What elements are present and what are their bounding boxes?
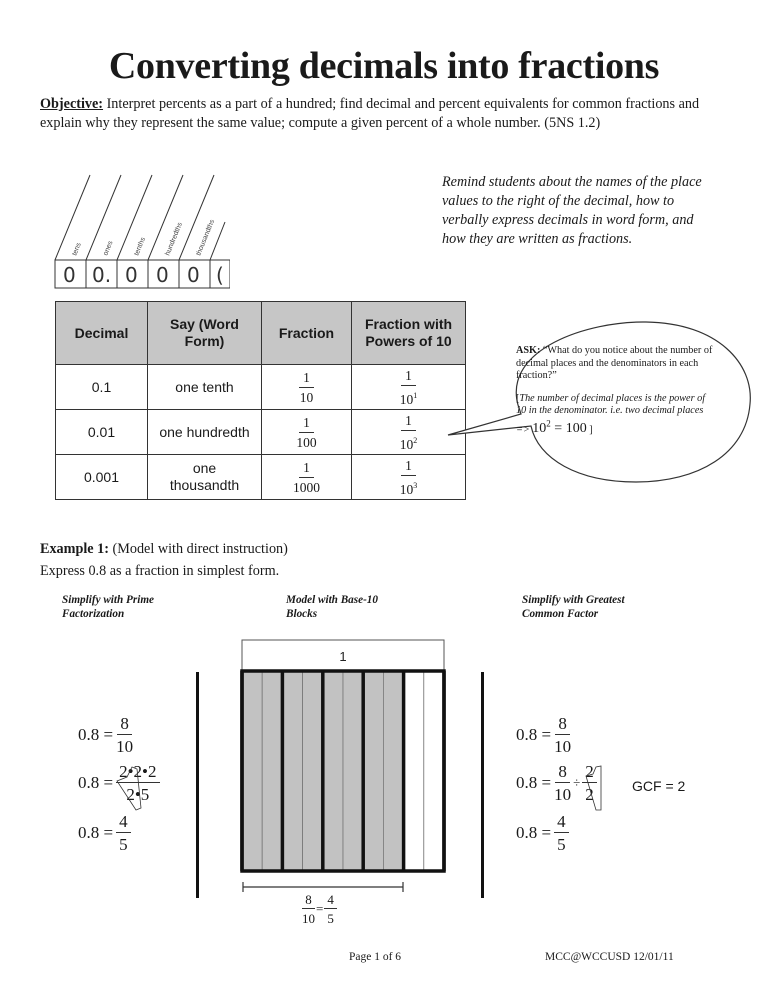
prime-step-1: 0.8 = $\frac{8}{10}$	[78, 714, 134, 756]
svg-text:0.: 0.	[92, 263, 112, 287]
cell-power: $\frac{1}{10^1}$	[352, 365, 466, 410]
teacher-note: Remind students about the names of the place values to the right of the decimal, how to verbally express decimals in word form, and how they are written as fractions.	[442, 174, 702, 247]
objective-text: Interpret percents as a part of a hundred; find decimal and percent equivalents for common fractions and explain why they represent the same value; compute a given percent of a whole number. (5NS 1.2)	[40, 96, 700, 131]
divider-right	[481, 672, 484, 898]
whole-label: 1	[339, 649, 347, 664]
prime-step-3: 0.8 = $\frac{4}{5}$	[78, 812, 131, 854]
gcf-step-2: 0.8 = $\frac{8}{10}$ ÷ $\frac{2}{2}$	[516, 762, 597, 804]
callout-question: ASK: “What do you notice about the number of decimal places and the denominators in each fraction?”	[516, 345, 713, 381]
cancel-mark-icon	[115, 763, 145, 813]
col-header-fraction: Fraction	[262, 302, 352, 365]
table-row	[56, 410, 466, 455]
prime-step-2: 0.8 = $\frac{2•2•2}{2•5}$	[78, 762, 160, 804]
pv-label-ones: ones	[102, 240, 115, 257]
decimal-fraction-table	[55, 301, 466, 500]
gcf-step-1: 0.8 = $\frac{8}{10}$	[516, 714, 572, 756]
example-prompt: Express 0.8 as a fraction in simplest form.	[40, 563, 280, 579]
cell-decimal: 0.1	[56, 365, 148, 410]
gcf-step-3: 0.8 = $\frac{4}{5}$	[516, 812, 569, 854]
cell-fraction: $\frac{1}{100}$	[262, 410, 352, 455]
cell-power: $\frac{1}{10^2}$	[352, 410, 466, 455]
table-header-row	[56, 302, 466, 365]
method-heading-base10: Model with Base-10 Blocks	[286, 594, 378, 620]
pv-label-tens: tens	[71, 241, 83, 257]
cell-word: one hundredth	[148, 410, 262, 455]
cell-word: one thousandth	[148, 455, 262, 500]
svg-text:0: 0	[156, 263, 169, 287]
method-heading-gcf: Simplify with Greatest Common Factor	[522, 594, 625, 620]
svg-text:(: (	[216, 263, 224, 287]
table-row	[56, 365, 466, 410]
pv-label-thousandths: thousandths	[195, 218, 217, 257]
col-header-powers: Fraction with Powers of 10	[352, 302, 466, 365]
page-title: Converting decimals into fractions	[108, 45, 660, 87]
svg-text:0: 0	[187, 263, 200, 287]
svg-text:0: 0	[63, 263, 76, 287]
objective-label: Objective:	[40, 96, 104, 112]
base10-block-model	[238, 638, 448, 918]
method-heading-prime: Simplify with Prime Factorization	[62, 594, 154, 620]
cell-decimal: 0.01	[56, 410, 148, 455]
col-header-decimal: Decimal	[56, 302, 148, 365]
cancel-mark-icon	[585, 764, 605, 814]
table-row	[56, 455, 466, 500]
base10-caption: $\frac{8}{10}$ = $\frac{4}{5}$	[302, 892, 337, 926]
pv-label-tenths: tenths	[133, 236, 148, 257]
svg-text:0: 0	[125, 263, 138, 287]
cell-decimal: 0.001	[56, 455, 148, 500]
cell-fraction: $\frac{1}{10}$	[262, 365, 352, 410]
col-header-word-form: Say (Word Form)	[148, 302, 262, 365]
divider-left	[196, 672, 199, 898]
cell-word: one tenth	[148, 365, 262, 410]
pv-label-hundredths: hundredths	[164, 221, 184, 257]
footer-credit: MCC@WCCUSD 12/01/11	[545, 951, 674, 963]
cell-fraction: $\frac{1}{1000}$	[262, 455, 352, 500]
cell-power: $\frac{1}{10^3}$	[352, 455, 466, 500]
gcf-note: GCF = 2	[632, 778, 686, 794]
objective	[40, 95, 730, 133]
page-number: Page 1 of 6	[349, 951, 402, 963]
example-heading: Example 1: (Model with direct instruction)	[40, 541, 288, 557]
place-value-chart	[50, 160, 230, 290]
callout-text	[516, 345, 716, 437]
callout-answer: [The number of decimal places is the power of 10 in the denominator. i.e. two decimal places => $10^2 = 100$ ]	[516, 392, 706, 437]
